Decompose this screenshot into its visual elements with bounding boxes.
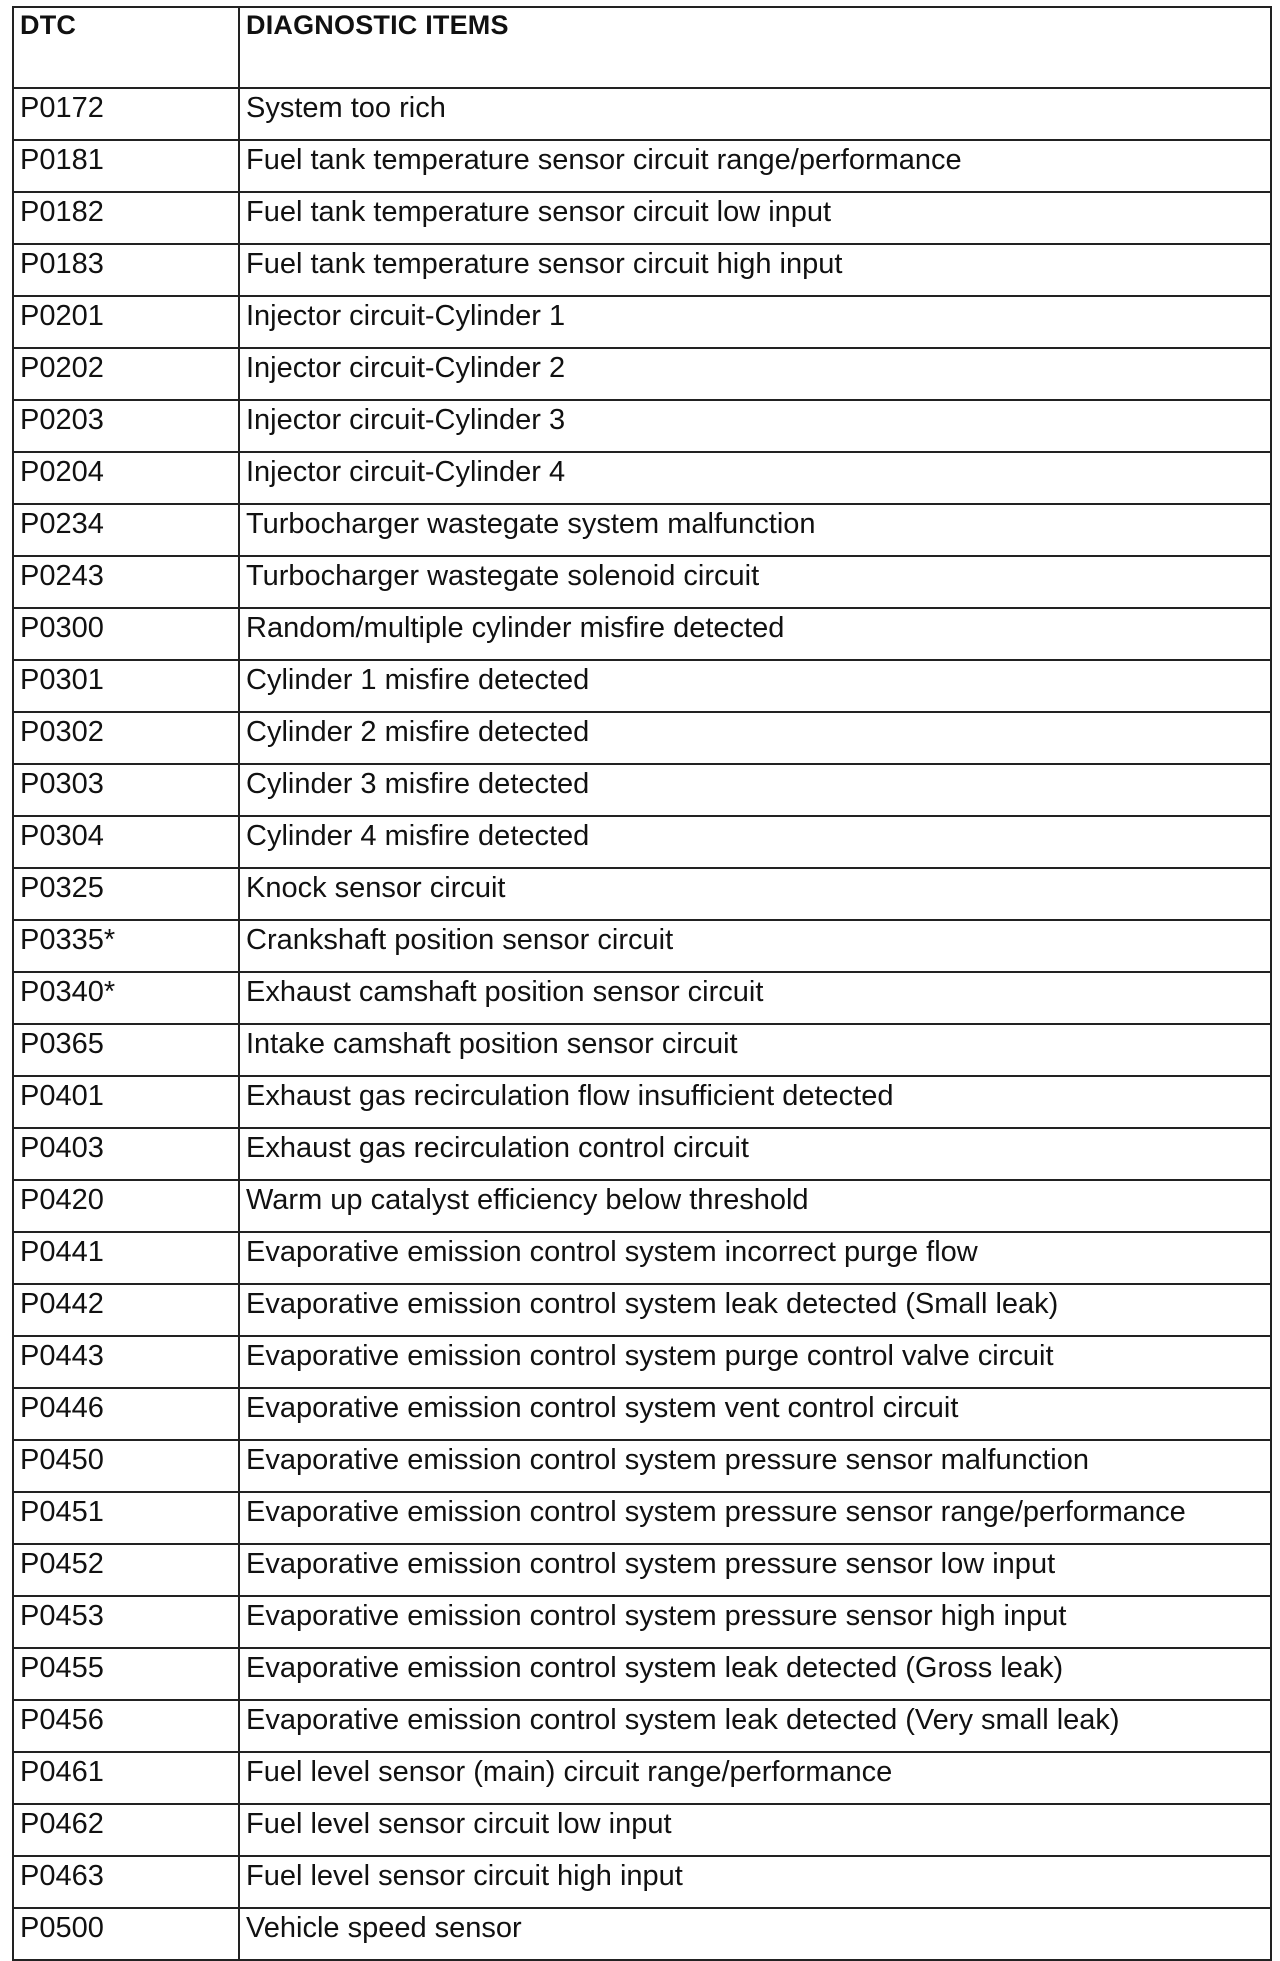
diagnostic-item-cell: Evaporative emission control system leak detected (Gross leak): [239, 1648, 1271, 1700]
diagnostic-item-cell: Injector circuit-Cylinder 1: [239, 296, 1271, 348]
diagnostic-item-cell: Fuel level sensor circuit low input: [239, 1804, 1271, 1856]
dtc-code-cell: P0451: [13, 1492, 239, 1544]
table-row: [13, 1700, 1271, 1752]
table-row: [13, 296, 1271, 348]
dtc-code-cell: P0303: [13, 764, 239, 816]
dtc-code-cell: P0401: [13, 1076, 239, 1128]
table-row: [13, 1596, 1271, 1648]
diagnostic-item-cell: Evaporative emission control system purge control valve circuit: [239, 1336, 1271, 1388]
dtc-code-cell: P0450: [13, 1440, 239, 1492]
table-row: [13, 1076, 1271, 1128]
dtc-code-cell: P0446: [13, 1388, 239, 1440]
table-row: [13, 1440, 1271, 1492]
diagnostic-item-cell: Fuel level sensor circuit high input: [239, 1856, 1271, 1908]
table-row: [13, 1128, 1271, 1180]
diagnostic-item-cell: Cylinder 2 misfire detected: [239, 712, 1271, 764]
dtc-code-cell: P0403: [13, 1128, 239, 1180]
table-row: [13, 1388, 1271, 1440]
diagnostic-item-cell: Evaporative emission control system incorrect purge flow: [239, 1232, 1271, 1284]
table-row: [13, 348, 1271, 400]
table-row: [13, 452, 1271, 504]
dtc-code-cell: P0172: [13, 88, 239, 140]
diagnostic-item-cell: Injector circuit-Cylinder 4: [239, 452, 1271, 504]
dtc-code-cell: P0181: [13, 140, 239, 192]
table-row: [13, 1024, 1271, 1076]
dtc-code-cell: P0453: [13, 1596, 239, 1648]
dtc-code-cell: P0456: [13, 1700, 239, 1752]
dtc-code-cell: P0204: [13, 452, 239, 504]
diagnostic-item-cell: Exhaust gas recirculation flow insufficient detected: [239, 1076, 1271, 1128]
dtc-code-cell: P0302: [13, 712, 239, 764]
diagnostic-item-cell: Evaporative emission control system leak detected (Very small leak): [239, 1700, 1271, 1752]
dtc-code-cell: P0461: [13, 1752, 239, 1804]
diagnostic-item-cell: Cylinder 1 misfire detected: [239, 660, 1271, 712]
dtc-code-cell: P0340*: [13, 972, 239, 1024]
diagnostic-items-column-header: DIAGNOSTIC ITEMS: [239, 7, 1271, 88]
dtc-code-cell: P0452: [13, 1544, 239, 1596]
table-row: [13, 920, 1271, 972]
table-row: [13, 244, 1271, 296]
dtc-code-cell: P0182: [13, 192, 239, 244]
dtc-code-cell: P0455: [13, 1648, 239, 1700]
dtc-code-cell: P0365: [13, 1024, 239, 1076]
diagnostic-item-cell: Crankshaft position sensor circuit: [239, 920, 1271, 972]
diagnostic-item-cell: Cylinder 4 misfire detected: [239, 816, 1271, 868]
header-row: [13, 7, 1271, 88]
table-row: [13, 556, 1271, 608]
dtc-table: [12, 6, 1272, 1961]
table-row: [13, 1232, 1271, 1284]
table-row: [13, 660, 1271, 712]
table-row: [13, 764, 1271, 816]
diagnostic-item-cell: Fuel tank temperature sensor circuit range/performance: [239, 140, 1271, 192]
diagnostic-item-cell: Fuel tank temperature sensor circuit high input: [239, 244, 1271, 296]
diagnostic-item-cell: Evaporative emission control system leak detected (Small leak): [239, 1284, 1271, 1336]
diagnostic-item-cell: Intake camshaft position sensor circuit: [239, 1024, 1271, 1076]
dtc-code-cell: P0441: [13, 1232, 239, 1284]
dtc-code-cell: P0325: [13, 868, 239, 920]
table-row: [13, 1544, 1271, 1596]
diagnostic-item-cell: Cylinder 3 misfire detected: [239, 764, 1271, 816]
diagnostic-item-cell: Knock sensor circuit: [239, 868, 1271, 920]
table-row: [13, 608, 1271, 660]
table-row: [13, 1336, 1271, 1388]
diagnostic-item-cell: Injector circuit-Cylinder 3: [239, 400, 1271, 452]
table-body: [13, 88, 1271, 1960]
dtc-code-cell: P0301: [13, 660, 239, 712]
table-row: [13, 1492, 1271, 1544]
table-row: [13, 400, 1271, 452]
dtc-code-cell: P0335*: [13, 920, 239, 972]
table-row: [13, 1908, 1271, 1960]
diagnostic-item-cell: Turbocharger wastegate solenoid circuit: [239, 556, 1271, 608]
dtc-code-cell: P0463: [13, 1856, 239, 1908]
diagnostic-item-cell: Evaporative emission control system vent control circuit: [239, 1388, 1271, 1440]
table-row: [13, 1648, 1271, 1700]
table-row: [13, 972, 1271, 1024]
diagnostic-item-cell: Evaporative emission control system pressure sensor high input: [239, 1596, 1271, 1648]
table-row: [13, 1180, 1271, 1232]
table-row: [13, 712, 1271, 764]
diagnostic-item-cell: Injector circuit-Cylinder 2: [239, 348, 1271, 400]
diagnostic-item-cell: Fuel level sensor (main) circuit range/performance: [239, 1752, 1271, 1804]
table-header: [13, 7, 1271, 88]
dtc-code-cell: P0203: [13, 400, 239, 452]
table-row: [13, 868, 1271, 920]
table-row: [13, 1284, 1271, 1336]
dtc-code-cell: P0304: [13, 816, 239, 868]
diagnostic-item-cell: Exhaust gas recirculation control circuit: [239, 1128, 1271, 1180]
diagnostic-item-cell: Turbocharger wastegate system malfunction: [239, 504, 1271, 556]
diagnostic-item-cell: Random/multiple cylinder misfire detected: [239, 608, 1271, 660]
diagnostic-item-cell: Warm up catalyst efficiency below threshold: [239, 1180, 1271, 1232]
diagnostic-item-cell: Evaporative emission control system pressure sensor low input: [239, 1544, 1271, 1596]
dtc-code-cell: P0500: [13, 1908, 239, 1960]
table-row: [13, 88, 1271, 140]
table-row: [13, 1856, 1271, 1908]
diagnostic-item-cell: Evaporative emission control system pressure sensor malfunction: [239, 1440, 1271, 1492]
dtc-code-cell: P0243: [13, 556, 239, 608]
dtc-code-cell: P0420: [13, 1180, 239, 1232]
table-row: [13, 816, 1271, 868]
diagnostic-item-cell: System too rich: [239, 88, 1271, 140]
dtc-column-header: DTC: [13, 7, 239, 88]
dtc-code-cell: P0442: [13, 1284, 239, 1336]
table-row: [13, 1752, 1271, 1804]
diagnostic-item-cell: Vehicle speed sensor: [239, 1908, 1271, 1960]
dtc-code-cell: P0201: [13, 296, 239, 348]
dtc-code-cell: P0462: [13, 1804, 239, 1856]
diagnostic-item-cell: Evaporative emission control system pressure sensor range/performance: [239, 1492, 1271, 1544]
dtc-code-cell: P0183: [13, 244, 239, 296]
table-row: [13, 192, 1271, 244]
diagnostic-item-cell: Exhaust camshaft position sensor circuit: [239, 972, 1271, 1024]
dtc-code-cell: P0202: [13, 348, 239, 400]
table-row: [13, 140, 1271, 192]
diagnostic-item-cell: Fuel tank temperature sensor circuit low input: [239, 192, 1271, 244]
dtc-code-cell: P0234: [13, 504, 239, 556]
dtc-code-cell: P0443: [13, 1336, 239, 1388]
table-row: [13, 504, 1271, 556]
table-row: [13, 1804, 1271, 1856]
dtc-code-cell: P0300: [13, 608, 239, 660]
